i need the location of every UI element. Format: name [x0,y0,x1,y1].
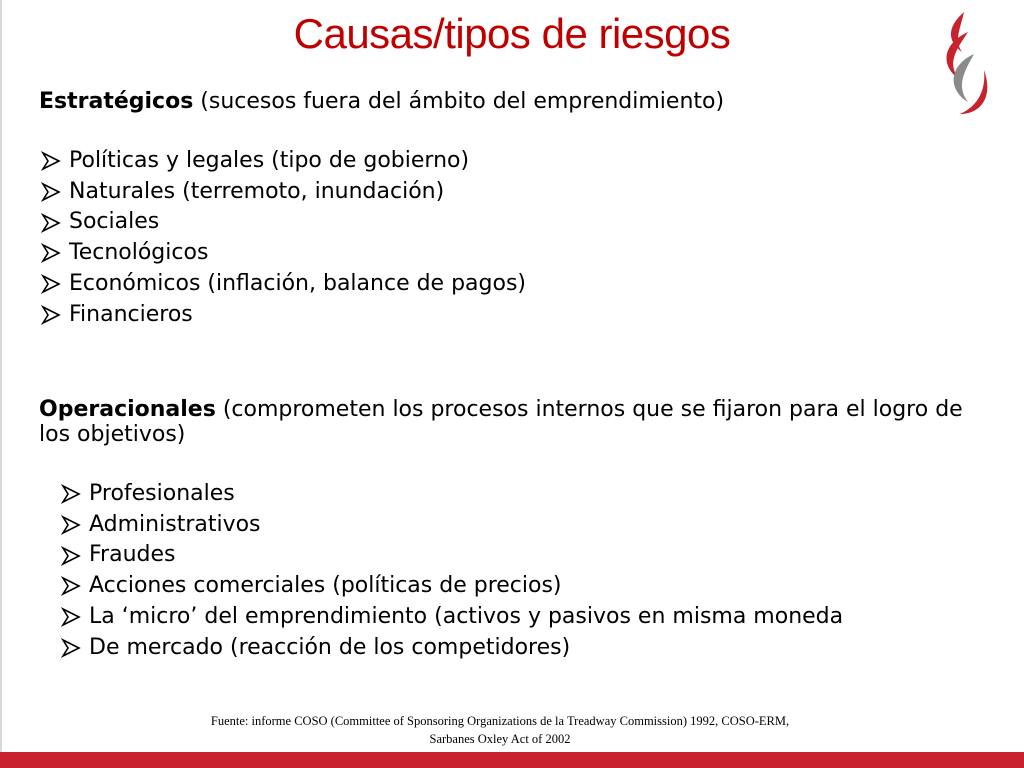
list-item-label: Políticas y legales (tipo de gobierno) [69,148,470,173]
arrow-bullet-icon [40,213,62,233]
list-item [40,269,526,300]
list-item [60,479,843,510]
list-item-label: Acciones comerciales (políticas de precios) [89,573,562,599]
operational-heading [39,397,999,447]
list-item [60,571,843,602]
list-item-label: Administrativos [89,511,261,537]
list-item [60,510,843,541]
list-item-label: Sociales [69,209,160,235]
operational-label: Operacionales [39,397,216,422]
list-item [40,300,526,331]
list-item-label: La ‘micro’ del emprendimiento (activos y pasivos en misma moneda [89,603,844,629]
list-item [60,540,843,571]
list-item [40,177,526,208]
slide-title: Causas/tipos de riesgos [293,10,731,57]
arrow-bullet-icon [60,546,82,566]
left-divider [0,0,2,752]
arrow-bullet-icon [40,274,62,294]
arrow-bullet-icon [40,243,62,263]
strategic-heading [39,89,999,114]
list-item-label: Fraudes [89,542,176,568]
strategic-description: (sucesos fuera del ámbito del emprendimiento) [193,89,725,114]
arrow-bullet-icon [60,484,82,504]
list-item [60,633,843,664]
list-item-label: Económicos (inflación, balance de pagos) [69,270,527,296]
list-item [40,146,526,177]
list-item [40,238,526,269]
list-item-label: Profesionales [89,481,235,506]
strategic-list [40,146,526,330]
arrow-bullet-icon [60,607,82,627]
bottom-bar [0,752,1024,768]
list-item [40,207,526,238]
list-item-label: Tecnológicos [69,240,209,266]
strategic-label: Estratégicos [39,89,194,114]
arrow-bullet-icon [40,182,62,202]
operational-description: (comprometen los procesos internos que se fijaron para el logro de los objetivos) [39,397,963,447]
arrow-bullet-icon [60,576,82,596]
list-item-label: Financieros [69,301,193,327]
footer-line-2: Sarbanes Oxley Act of 2002 [429,732,571,746]
arrow-bullet-icon [60,515,82,535]
arrow-bullet-icon [40,151,62,171]
list-item-label: Naturales (terremoto, inundación) [69,178,445,204]
arrow-bullet-icon [40,305,62,325]
operational-list [60,479,843,663]
list-item-label: De mercado (reacción de los competidores) [89,634,571,660]
arrow-bullet-icon [60,638,82,658]
footer-source [100,712,900,748]
list-item [60,602,843,633]
footer-line-1: Fuente: informe COSO (Committee of Sponsoring Organizations de la Treadway Commission) 1992, COSO-ERM, [210,714,790,728]
